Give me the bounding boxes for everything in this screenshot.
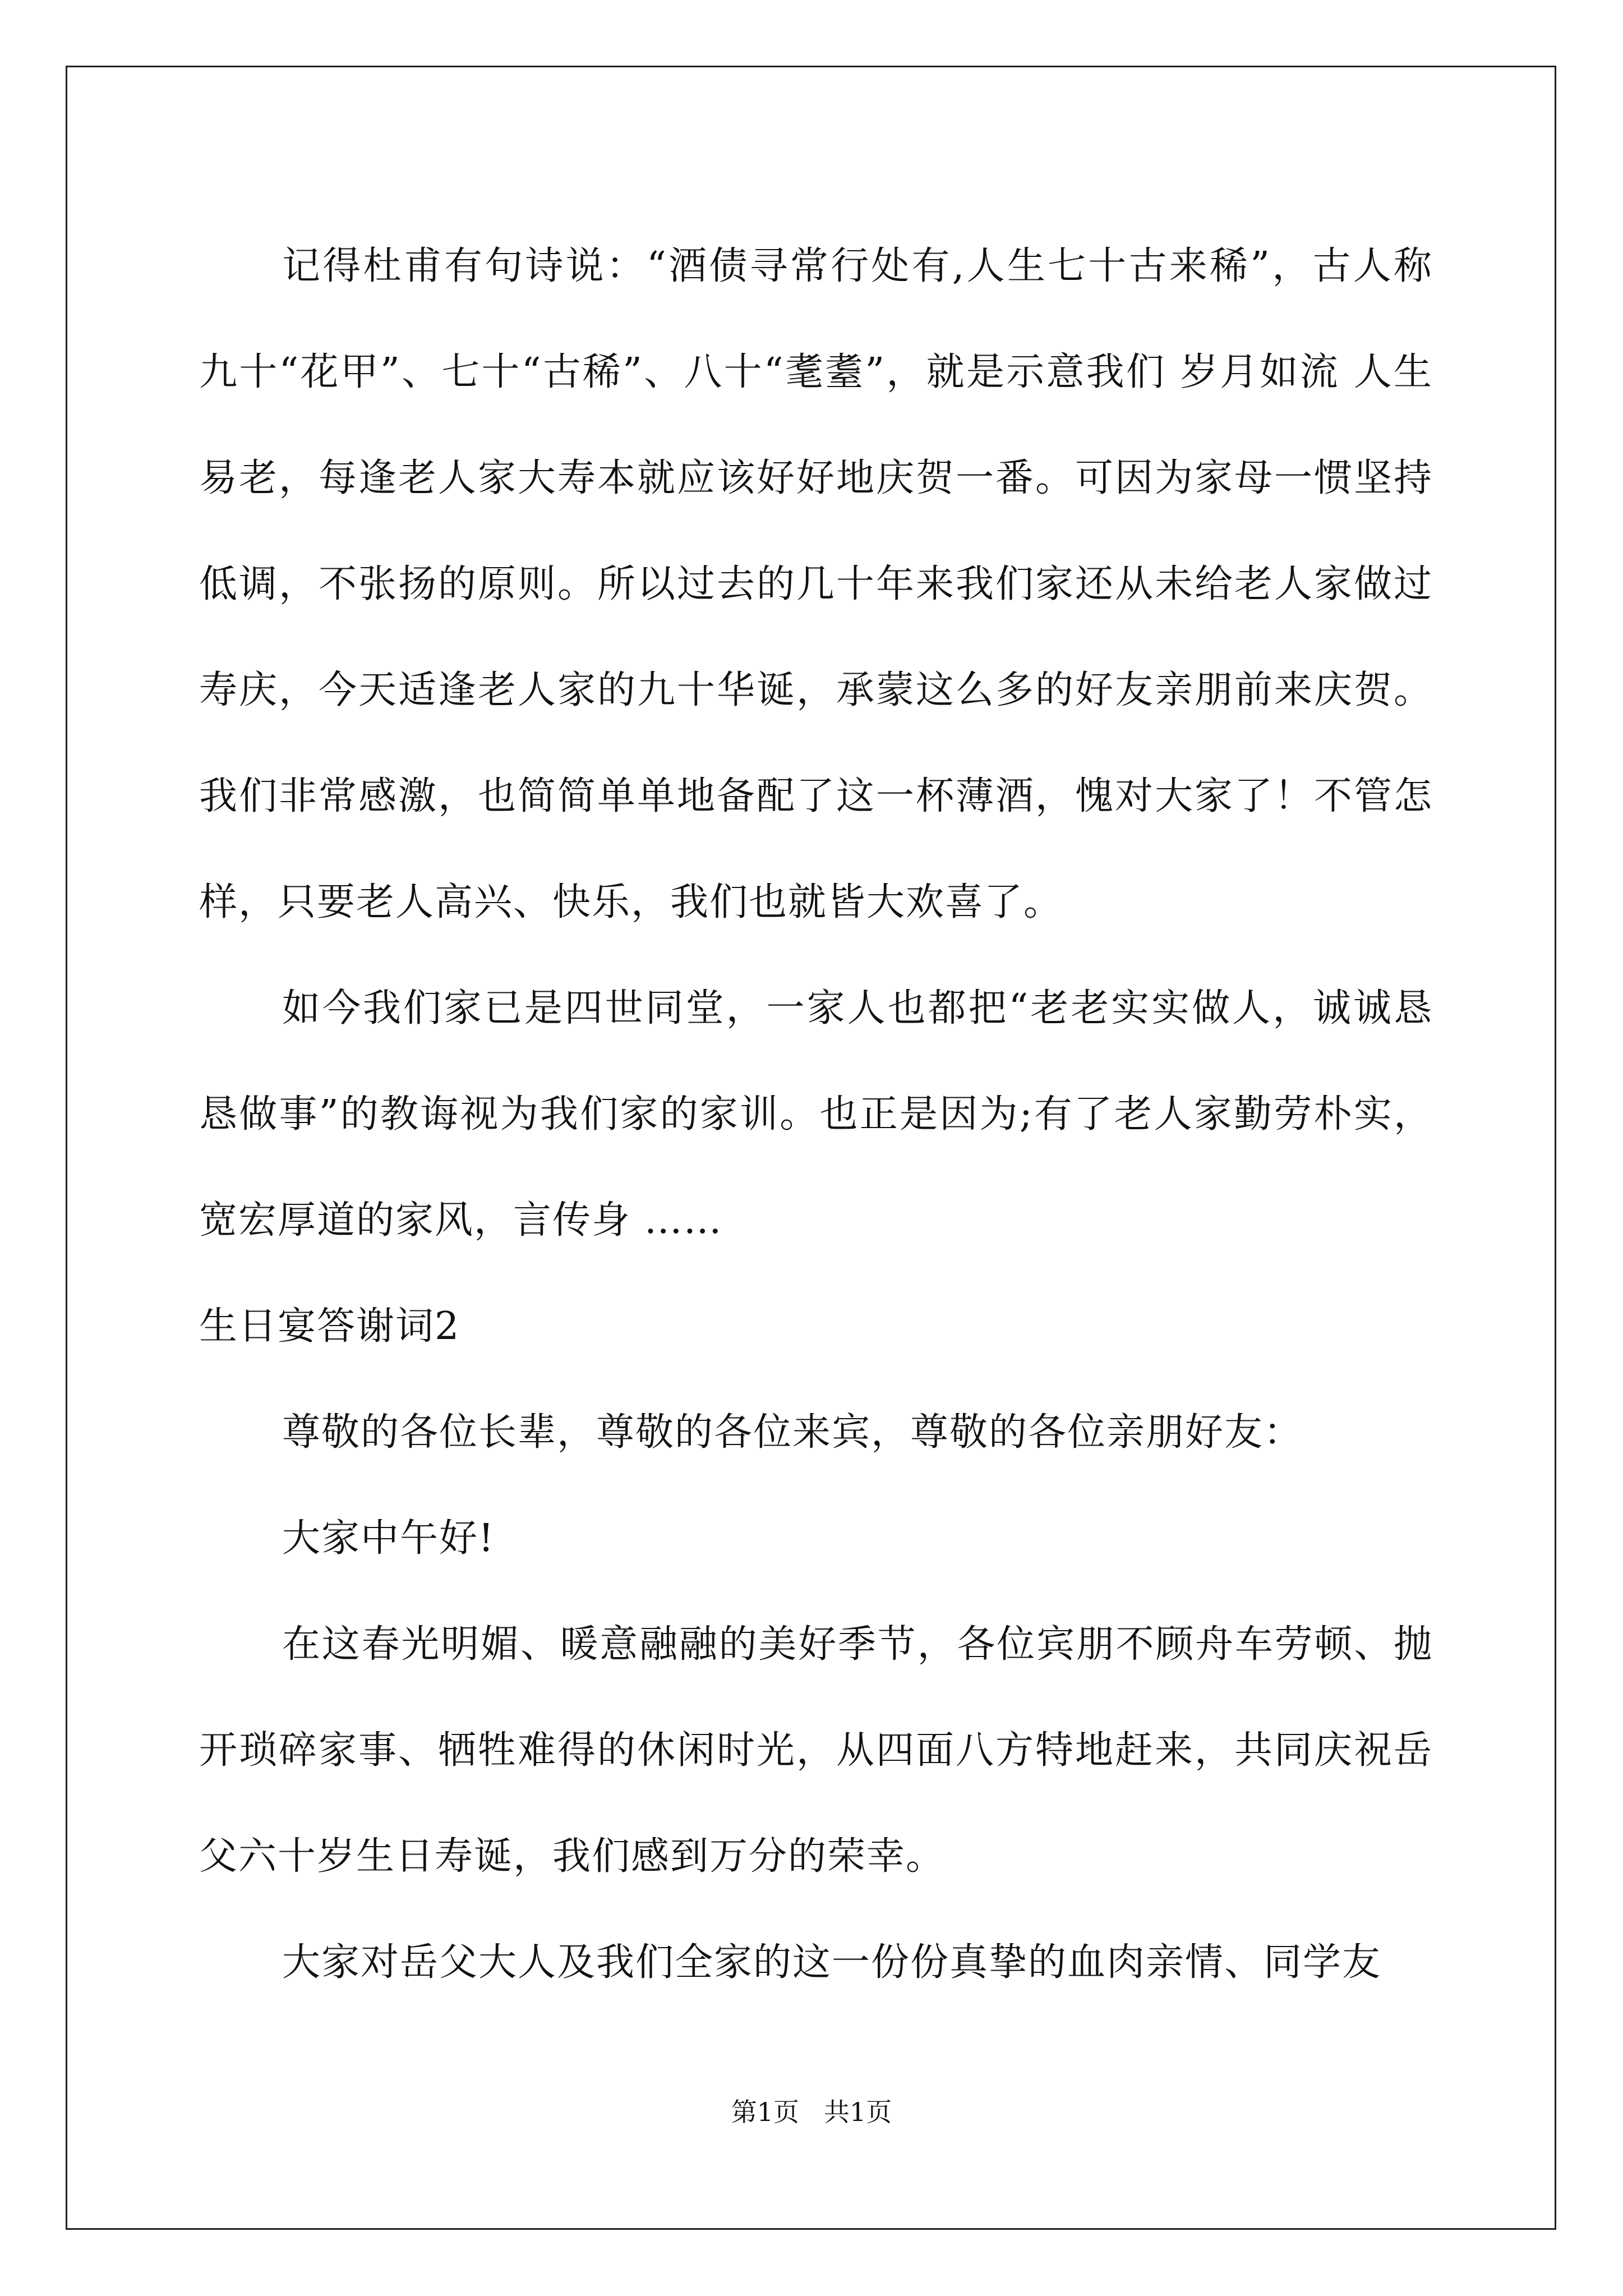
document-body xyxy=(199,213,1433,2016)
paragraph-spring-thanks: 在这春光明媚、暖意融融的美好季节，各位宾朋不顾舟车劳顿、抛开琐碎家事、牺牲难得的休闲时光，从四面八方特地赶来，共同庆祝岳父六十岁生日寿诞，我们感到万分的荣幸。 xyxy=(199,1622,1433,1879)
paragraph-greeting-address: 尊敬的各位长辈，尊敬的各位来宾，尊敬的各位亲朋好友： xyxy=(282,1410,1303,1455)
paragraph-intro: 记得杜甫有句诗说：“酒债寻常行处有,人生七十古来稀”，古人称九十“花甲”、七十“古稀”、八十“耄耋”，就是示意我们 岁月如流 人生易老，每逢老人家大寿本就应该好好地庆贺一番。可因为家母一惯坚持低调，不张扬的原则。所以过去的几十年来我们家还从未给老人家做过寿庆，今天适逢老人家的九十华诞，承蒙这么多的好友亲朋前来庆贺。我们非常感激，也简简单单地备配了这一杯薄酒，愧对大家了！不管怎样，只要老人高兴、快乐，我们也就皆大欢喜了。 xyxy=(199,244,1433,924)
section-heading: 生日宴答谢词2 xyxy=(199,1304,460,1349)
page-footer xyxy=(0,2095,1623,2129)
paragraph-gratitude: 大家对岳父大人及我们全家的这一份份真挚的血肉亲情、同学友 xyxy=(282,1940,1382,1985)
page-total: 共1页 xyxy=(824,2097,892,2127)
paragraph-family-motto: 如今我们家已是四世同堂，一家人也都把“老老实实做人，诚诚恳恳做事”的教诲视为我们家的家训。也正是因为;有了老人家勤劳朴实，宽宏厚道的家风，言传身 …… xyxy=(199,986,1433,1243)
paragraph-greeting: 大家中午好! xyxy=(282,1516,495,1561)
page-number: 第1页 xyxy=(731,2097,799,2127)
